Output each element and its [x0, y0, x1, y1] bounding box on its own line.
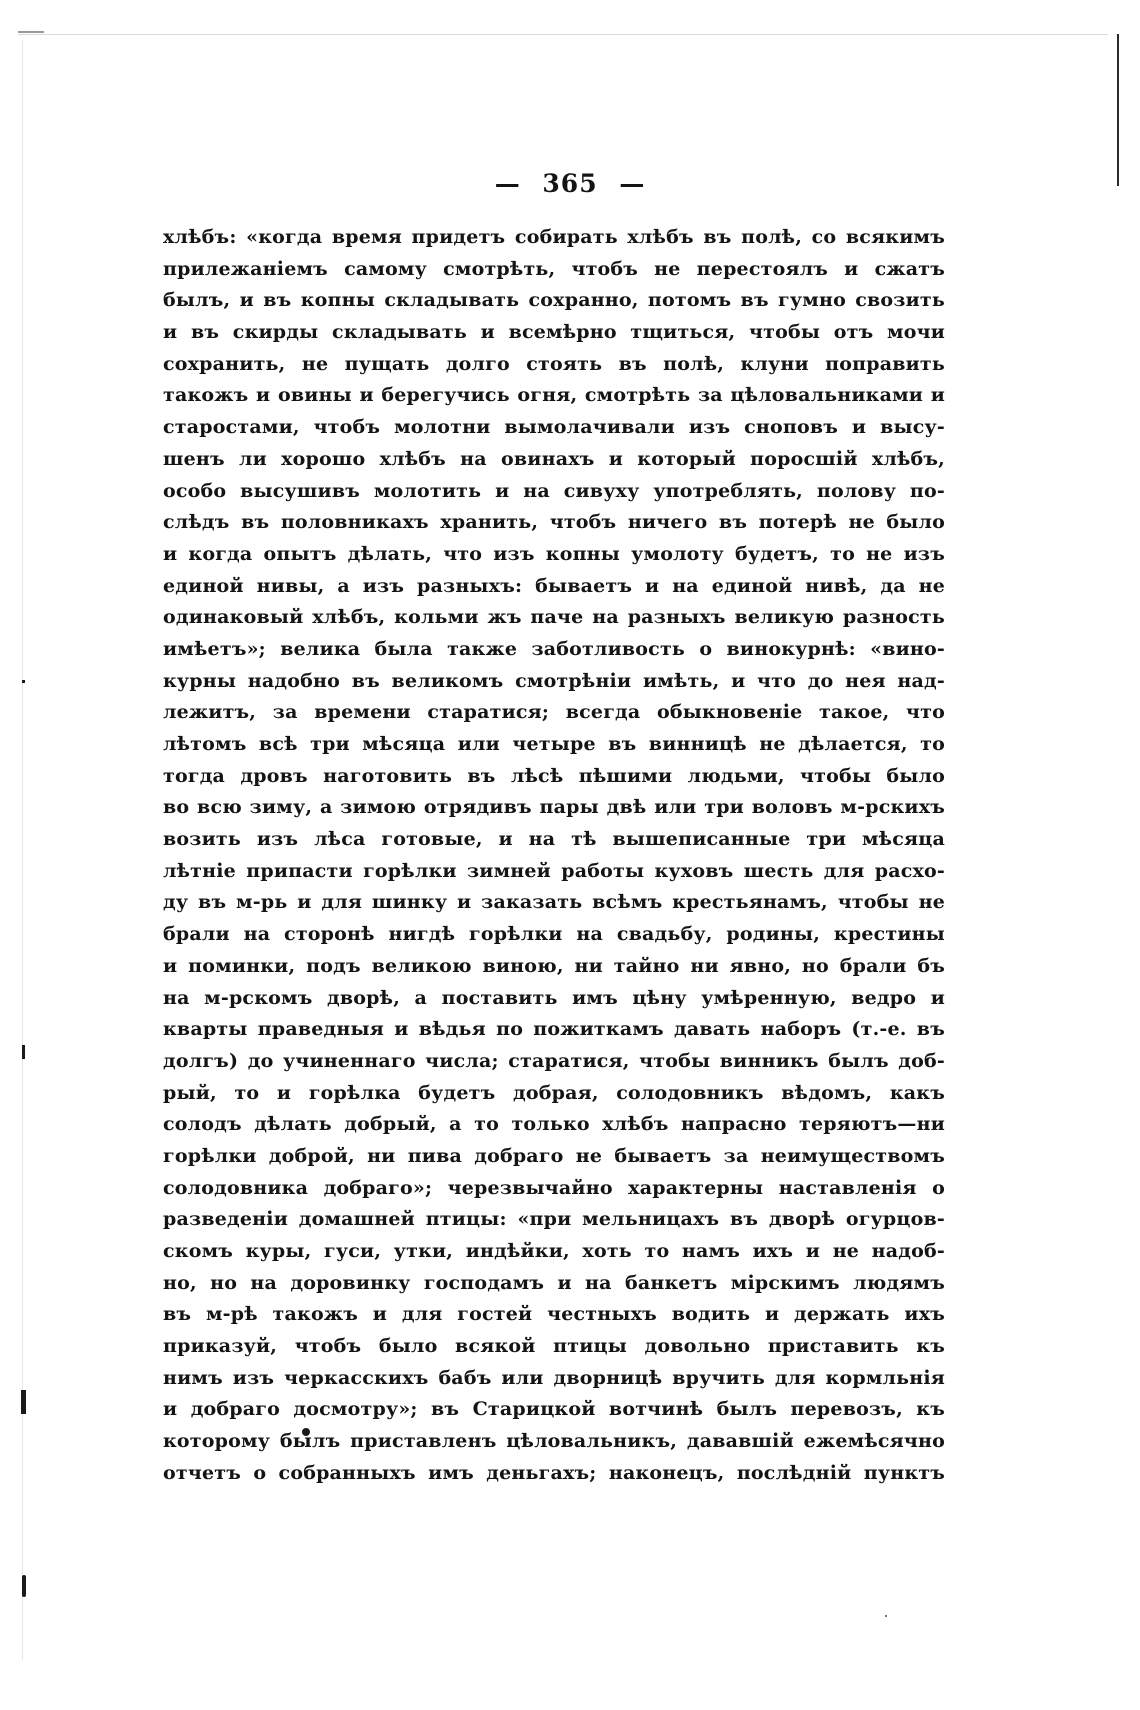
page-top-edge: [18, 34, 1108, 35]
text-line: сохранить, не пущать долго стоять въ полѣ, клуни поправить: [163, 352, 945, 375]
text-line: шенъ ли хорошо хлѣбъ на овинахъ и который поросшій хлѣбъ,: [163, 447, 945, 470]
text-line: которому былъ приставленъ цѣловальникъ, дававшій ежемѣсячно: [163, 1430, 945, 1453]
text-line: и поминки, подъ великою виною, ни тайно ни явно, но брали бъ: [163, 954, 945, 977]
text-line: лежитъ, за времени старатися; всегда обыкновеніе такое, что: [163, 701, 945, 724]
text-line: лѣтомъ всѣ три мѣсяца или четыре въ винницѣ не дѣлается, то: [163, 733, 945, 755]
page-number: 365: [542, 169, 598, 198]
scan-corner-mark: [18, 31, 44, 33]
page-number-dash-right: —: [619, 169, 646, 198]
text-line: но, но на доровинку господамъ и на банкетъ мірскимъ людямъ: [163, 1271, 945, 1294]
page-number-header: [0, 164, 1140, 204]
text-line: разведеніи домашней птицы: «при мельницахъ въ дворѣ огурцов-: [163, 1208, 945, 1231]
text-line: прилежаніемъ самому смотрѣть, чтобъ не перестоялъ и сжатъ: [163, 257, 945, 280]
text-line: лѣтніе припасти горѣлки зимней работы куховъ шесть для расхо-: [163, 859, 945, 882]
text-line: отчетъ о собранныхъ имъ деньгахъ; наконецъ, послѣдній пунктъ: [163, 1461, 945, 1484]
text-line: во всю зиму, а зимою отрядивъ пары двѣ или три воловъ м-рскихъ: [163, 796, 945, 819]
text-line: солодовника добраго»; черезвычайно характерны наставленія о: [163, 1176, 945, 1199]
text-line: рый, то и горѣлка будетъ добрая, солодовникъ вѣдомъ, какъ: [163, 1081, 945, 1104]
scan-speck: [21, 1390, 26, 1414]
text-line: и добраго досмотру»; въ Старицкой вотчинѣ былъ перевозъ, къ: [163, 1398, 945, 1421]
text-line: въ м-рѣ такожъ и для гостей честныхъ водить и держать ихъ: [163, 1303, 945, 1326]
scan-speck: [22, 1575, 26, 1597]
body-text: [163, 222, 945, 1490]
text-line: и въ скирды складывать и всемѣрно тщиться, чтобы отъ мочи: [163, 321, 945, 344]
scan-speck: [22, 1045, 25, 1059]
scan-speck: [22, 680, 25, 683]
text-line: на м-рскомъ дворѣ, а поставить имъ цѣну умѣренную, ведро и: [163, 986, 945, 1009]
text-line: долгъ) до учиненнаго числа; старатися, чтобы винникъ былъ доб-: [163, 1049, 945, 1072]
text-line: старостами, чтобъ молотни вымолачивали изъ сноповъ и высу-: [163, 416, 945, 439]
text-line: былъ, и въ копны складывать сохранно, потомъ въ гумно свозить: [163, 289, 945, 312]
text-line: горѣлки доброй, ни пива добраго не бываетъ за неимуществомъ: [163, 1144, 945, 1167]
text-line: и когда опытъ дѣлать, что изъ копны умолоту будетъ, то не изъ: [163, 542, 945, 565]
text-line: одинаковый хлѣбъ, кольми жъ паче на разныхъ великую разность: [163, 606, 945, 629]
text-line: брали на сторонѣ нигдѣ горѣлки на свадьбу, родины, крестины: [163, 923, 945, 946]
text-line: единой нивы, а изъ разныхъ: бываетъ и на единой нивѣ, да не: [163, 574, 945, 597]
page-number-dash-left: —: [494, 169, 521, 198]
page-left-edge: [22, 40, 23, 1660]
text-line: возить изъ лѣса готовые, и на тѣ вышеписанные три мѣсяца: [163, 828, 945, 851]
text-line: хлѣбъ: «когда время придетъ собирать хлѣбъ въ полѣ, со всякимъ: [163, 226, 945, 248]
text-line: нимъ изъ черкасскихъ бабъ или дворницѣ вручить для кормльнія: [163, 1366, 945, 1389]
text-line: солодъ дѣлать добрый, а то только хлѣбъ напрасно теряютъ—ни: [163, 1113, 945, 1136]
text-line: ду въ м-рь и для шинку и заказать всѣмъ крестьянамъ, чтобы не: [163, 891, 945, 914]
text-line: курны надобно въ великомъ смотрѣніи имѣть, и что до нея над-: [163, 669, 945, 692]
text-line: слѣдъ въ половникахъ хранить, чтобъ ничего въ потерѣ не было: [163, 511, 945, 534]
text-line: такожъ и овины и берегучись огня, смотрѣть за цѣловальниками и: [163, 384, 945, 407]
text-line: приказуй, чтобъ было всякой птицы довольно приставить къ: [163, 1335, 945, 1358]
text-line: кварты праведныя и вѣдья по пожиткамъ давать наборъ (т.-е. въ: [163, 1018, 945, 1041]
text-line: тогда дровъ наготовить въ лѣсѣ пѣшими людьми, чтобы было: [163, 764, 945, 787]
text-line: скомъ куры, гуси, утки, индѣйки, хоть то намъ ихъ и не надоб-: [163, 1240, 945, 1262]
text-line: имѣетъ»; велика была также заботливость о винокурнѣ: «вино-: [163, 637, 945, 660]
text-line: особо высушивъ молотить и на сивуху употреблять, полову по-: [163, 479, 945, 502]
scan-speck: [885, 1615, 887, 1617]
